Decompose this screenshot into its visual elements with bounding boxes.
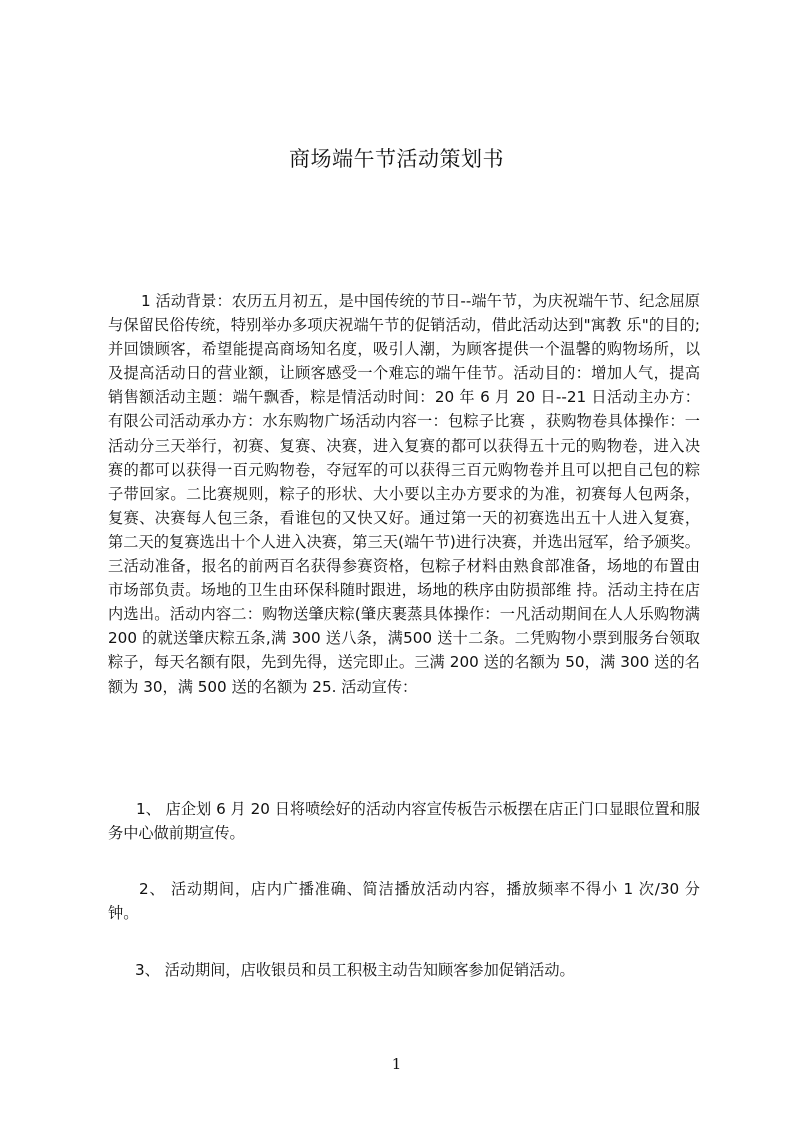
list-item: 2、 活动期间，店内广播准确、简洁播放活动内容，播放频率不得小 1 次/30 分钟。 [108,880,700,923]
body-paragraph: 1 活动背景：农历五月初五，是中国传统的节日--端午节，为庆祝端午节、纪念屈原与保留民俗传统，特别举办多项庆祝端午节的促销活动，借此活动达到"寓教 乐"的目的;并回馈顾客，希望能提高商场知名度，吸引人潮，为顾客提供一个温馨的购物场所，以及提高活动日的营业额，让顾客感受一个难忘的端午佳节。活动目的：增加人气，提高销售额活动主题：端午飘香，粽是情活动时间：20 年 6 月 20 日--21 日活动主办方：有限公司活动承办方：水东购物广场活动内容一：包粽子比赛 ，获购物卷具体操作：一活动分三天举行，初赛、复赛、决赛，进入复赛的都可以获得五十元的购物卷，进入决赛的都可以获得一百元购物卷，夺冠军的可以获得三百元购物卷并且可以把自己包的粽子带回家。二比赛规则，粽子的形状、大小要以主办方要求的为准，初赛每人包两条，复赛、决赛每人包三条，看谁包的又快又好。通过第一天的初赛选出五十人进入复赛，第二天的复赛选出十个人进入决赛，第三天(端午节)进行决赛，并选出冠军，给予颁奖。三活动准备，报名的前两百名获得参赛资格，包粽子材料由熟食部准备，场地的布置由市场部负责。场地的卫生由环保科随时跟进，场地的秩序由防损部维 持。活动主持在店内选出。活动内容二：购物送肇庆粽(肇庆裹蒸具体操作：一凡活动期间在人人乐购物满 200 的就送肇庆粽五条,满 300 送八条，满500 送十二条。二凭购物小票到服务台领取粽子，每天名额有限，先到先得，送完即止。三满 200 送的名额为 50，满 300 送的名额为 30，满 500 送的名额为 25. 活动宣传： [108,292,700,696]
list-item: 1、 店企划 6 月 20 日将喷绘好的活动内容宣传板告示板摆在店正门口显眼位置和服务中心做前期宣传。 [108,800,700,843]
list-item: 3、 活动期间，店收银员和员工积极主动告知顾客参加促销活动。 [135,961,575,979]
document-title: 商场端午节活动策划书 [289,147,504,171]
page-number: 1 [391,1055,402,1073]
